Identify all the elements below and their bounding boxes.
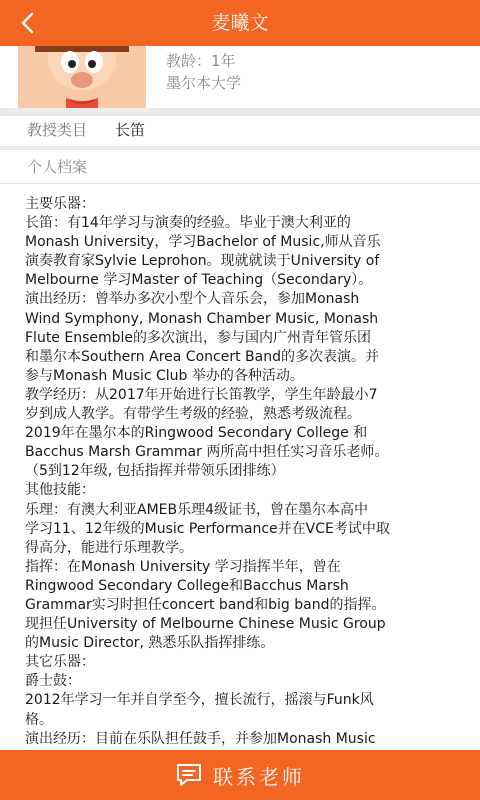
bio-line: 学习11、12年级的Music Performance并在VCE考试中取 (25, 520, 390, 537)
bio-line: 参与Monash Music Club 举办的各种活动。 (25, 367, 304, 384)
contact-teacher-label: 联系老师 (213, 764, 305, 789)
bio-line: 的Music Director, 熟悉乐队指挥排练。 (25, 635, 275, 652)
teacher-profile-card (0, 46, 480, 108)
bio-line: 其他技能： (25, 482, 95, 499)
page-title: 麦曦文 (211, 12, 269, 34)
chevron-left-icon (18, 12, 38, 34)
category-label: 教授类目 (27, 121, 88, 139)
back-button[interactable] (0, 0, 56, 46)
bio-line: 演出经历：目前在乐队担任鼓手，并参加Monash Music (25, 730, 376, 747)
profile-section-header (0, 150, 480, 184)
chat-bubble-icon (175, 762, 203, 788)
bio-line: Grammar实习时担任concert band和big band的指挥。 (25, 596, 386, 613)
bio-line: 2012年学习一年并自学至今，擅长流行，摇滚与Funk风 (25, 692, 374, 709)
teaching-age: 教龄：1年 (166, 52, 236, 70)
bio-line: Flute Ensemble的多次演出，参与国内广州青年管乐团 (25, 329, 372, 346)
bio-line: 演出经历：曾举办多次小型个人音乐会，参加Monash (25, 291, 360, 308)
profile-section-title: 个人档案 (27, 158, 88, 176)
bio-line: Ringwood Secondary College和Bacchus Marsh (25, 577, 349, 594)
bio-line: 其它乐器： (25, 654, 95, 671)
bio-line: Wind Symphony, Monash Chamber Music, Monash (25, 310, 379, 327)
teaching-category-row (0, 116, 480, 146)
bio-line: Melbourne 学习Master of Teaching（Secondary）。 (25, 272, 373, 289)
bio-line: 主要乐器： (25, 196, 95, 212)
section-divider (0, 108, 480, 116)
bio-line: 2019年在墨尔本的Ringwood Secondary College 和 (25, 425, 368, 442)
bio-line: 得高分，能进行乐理教学。 (25, 539, 193, 556)
bio-line: 现担任University of Melbourne Chinese Music Group (25, 616, 386, 633)
bio-line: 和墨尔本Southern Area Concert Band的多次表演。并 (25, 348, 379, 365)
bio-line: 演奏教育家Sylvie Leprohon。现就就读于University of (25, 253, 380, 270)
biography-text[interactable] (0, 184, 480, 750)
school-name: 墨尔本大学 (166, 74, 242, 92)
bio-line: 指挥：在Monash University 学习指挥半年，曾在 (25, 558, 341, 575)
top-bar (0, 0, 480, 46)
bio-line: Bacchus Marsh Grammar 两所高中担任实习音乐老师。 (25, 444, 389, 461)
bio-line: 教学经历：从2017年开始进行长笛教学，学生年龄最小7 (25, 386, 378, 403)
contact-teacher-button[interactable] (0, 750, 480, 800)
category-value: 长笛 (115, 121, 146, 139)
bio-line: （5到12年级, 包括指挥并带领乐团排练） (25, 463, 285, 480)
avatar (18, 46, 146, 108)
bio-line: 岁到成人教学。有带学生考级的经验，熟悉考级流程。 (25, 406, 361, 423)
bio-line: 乐理：有澳大利亚AMEB乐理4级证书，曾在墨尔本高中 (25, 501, 369, 518)
bio-line: 长笛：有14年学习与演奏的经验。毕业于澳大利亚的 (25, 215, 351, 232)
bio-line: 爵士鼓： (25, 673, 81, 690)
bio-line: Monash University，学习Bachelor of Music,师从音乐 (25, 234, 381, 251)
bio-line: 格。 (25, 711, 53, 728)
